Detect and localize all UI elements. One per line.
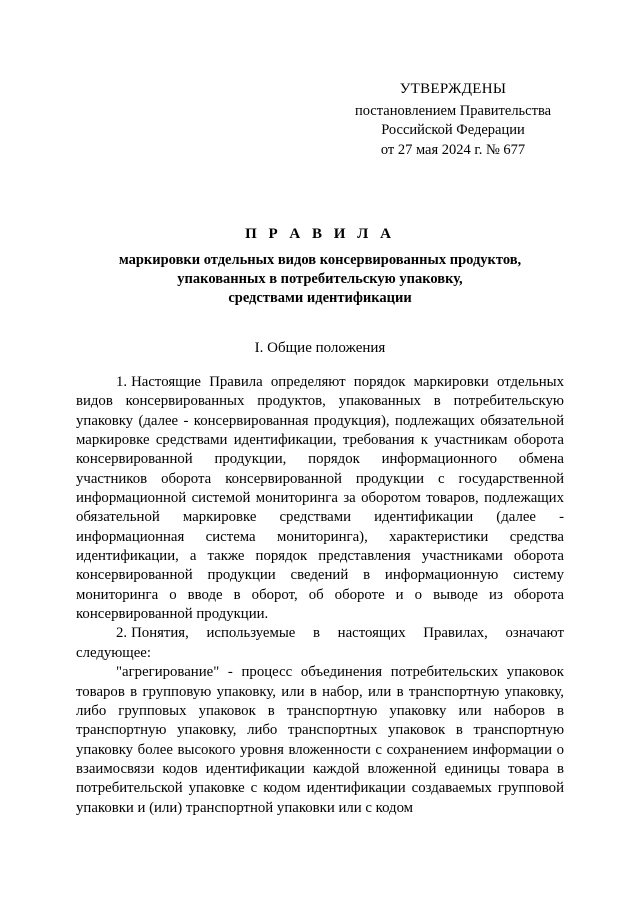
document-body [76,373,564,818]
approval-line-resolution: постановлением Правительства [354,102,552,119]
approval-heading: УТВЕРЖДЕНЫ [399,81,507,97]
section-heading: I. Общие положения [254,340,386,356]
paragraph-2-text: Понятия, используемые в настоящих Правилах, означают следующее: [76,625,564,661]
paragraph-1-text: Настоящие Правила определяют порядок маркировки отдельных видов консервированных продуктов, упакованных в потребительскую упаковку (далее - консервированная продукция), подлежащих обязательной маркировке средствами идентификации, требования к участникам оборота консервированной продукции, порядок информационного обмена участников оборота консервированной продукции с государственной информационной системой мониторинга за оборотом товаров, подлежащих обязательной маркировке средствами идентификации (далее - информационная система мониторинга), характеристики средства идентификации, а также порядок представления участниками оборота консервированной продукции сведений в информационную систему мониторинга о вводе в оборот, об обороте и о выводе из оборота консервированной продукции. [76,374,564,623]
paragraph-1 [76,373,564,624]
document-subtitle [90,251,550,308]
paragraph-3 [76,663,564,818]
subtitle-line-2: упакованных в потребительскую упаковку, [177,271,463,287]
document-title: П Р А В И Л А [245,226,395,242]
approval-block [343,80,563,160]
subtitle-line-1: маркировки отдельных видов консервированных продуктов, [118,252,522,268]
paragraph-1-number: 1. [116,374,128,390]
paragraph-2 [76,624,564,663]
paragraph-2-number: 2. [116,625,128,642]
approval-line-federation: Российской Федерации [381,122,525,138]
paragraph-3-text: "агрегирование" - процесс объединения потребительских упаковок товаров в групповую упаковку, или в набор, или в транспортную упаковку, либо групповых упаковок в транспортную упаковку или наборов в транспортную упаковку, либо транспортных упаковок в транспортную упаковку более высокого уровня вложенности с сохранением информации о взаимосвязи кодов идентификации каждой вложенной единицы товара в потребительской упаковке с кодом идентификации создаваемых групповой упаковки и (или) транспортной упаковки или с кодом [76,664,564,816]
approval-line-date: от 27 мая 2024 г. № 677 [380,141,526,158]
subtitle-line-3: средствами идентификации [228,290,412,306]
